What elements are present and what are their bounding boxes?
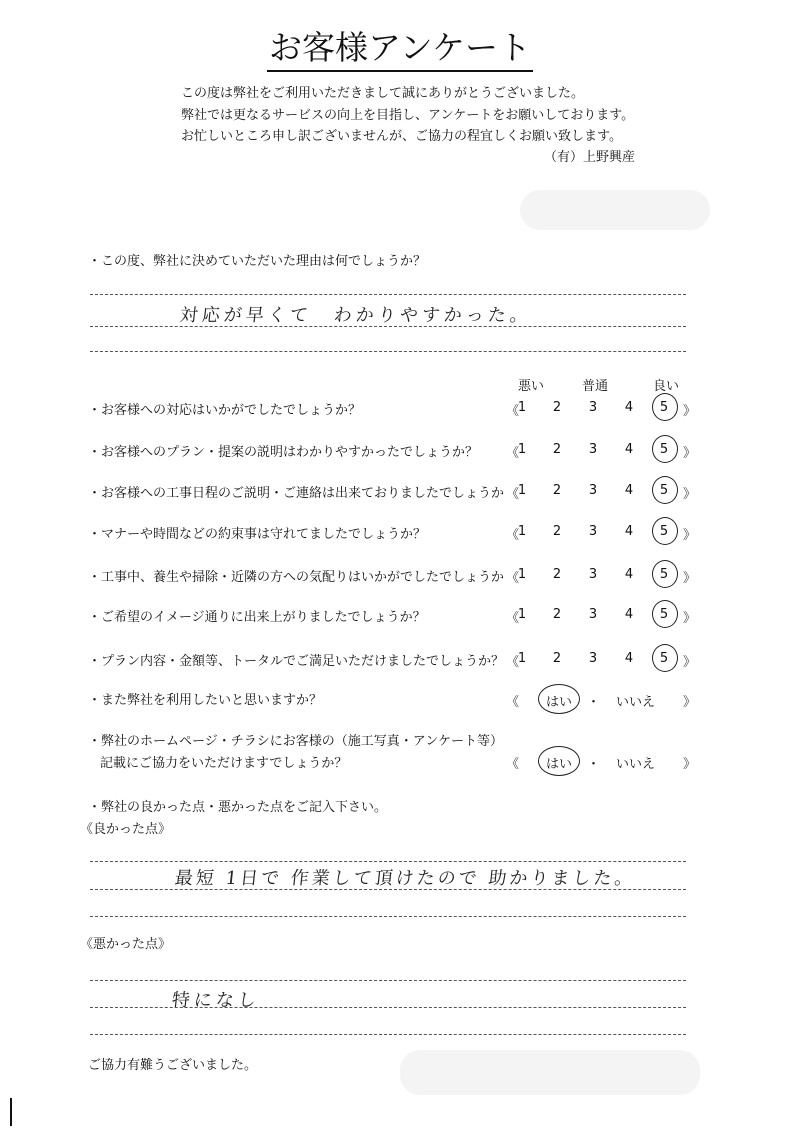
question-publish: ・弊社のホームページ・チラシにお客様の（施工写真・アンケート等） [88,734,503,749]
rating-question: ・お客様へのプラン・提案の説明はわかりやすかったでしょうか？ [88,445,479,460]
selection-circle [652,476,678,504]
bracket-close: 》 [683,655,697,670]
scan-smudge [520,190,710,230]
rating-option-5[interactable]: 5 [659,524,669,539]
rating-question: ・お客様への対応はいかがでしたでしょうか？ [88,403,362,418]
rating-option-3[interactable]: 3 [588,400,598,415]
good-points-answer[interactable]: 最短 1日で 作業して頂けたので 助かりました。 [173,868,637,889]
rating-option-3[interactable]: 3 [588,483,598,498]
rating-question: ・お客様への工事日程のご説明・ご連絡は出来ておりましたでしょうか [88,486,505,501]
rating-option-1[interactable]: 1 [517,442,527,457]
answer-line [90,294,686,295]
bracket-close: 》 [683,695,697,710]
intro-line: この度は弊社をご利用いただきまして誠にありがとうございました。 [181,86,585,101]
rating-option-1[interactable]: 1 [517,607,527,622]
rating-option-1[interactable]: 1 [517,567,527,582]
closing-message: ご協力有難うございました。 [88,1058,258,1073]
rating-option-4[interactable]: 4 [624,651,634,666]
answer-line [90,1007,686,1008]
rating-option-4[interactable]: 4 [624,567,634,582]
bracket-open: 《 [506,757,520,772]
bracket-open: 《 [506,404,520,419]
bracket-close: 》 [683,571,697,586]
selection-circle [538,746,580,776]
rating-option-5[interactable]: 5 [659,483,669,498]
rating-option-2[interactable]: 2 [552,607,562,622]
selection-circle [652,517,678,545]
rating-option-2[interactable]: 2 [552,400,562,415]
bracket-open: 《 [506,571,520,586]
rating-option-4[interactable]: 4 [624,607,634,622]
rating-option-2[interactable]: 2 [552,651,562,666]
rating-question: ・ご希望のイメージ通りに出来上がりましたでしょうか？ [88,610,426,625]
answer-line [90,889,686,890]
scan-smudge [400,1050,700,1095]
rating-option-5[interactable]: 5 [659,400,669,415]
rating-option-1[interactable]: 1 [517,400,527,415]
no-option[interactable]: いいえ [616,757,656,772]
no-option[interactable]: いいえ [616,695,656,710]
bracket-close: 》 [683,446,697,461]
rating-option-2[interactable]: 2 [552,483,562,498]
reason-answer[interactable]: 対応が早くて わかりやすかった。 [178,305,533,326]
rating-option-4[interactable]: 4 [624,483,634,498]
bracket-close: 》 [683,487,697,502]
scale-good-label: 良い [653,379,680,394]
scan-edge-mark [10,1098,12,1126]
separator-dot: ・ [587,695,601,710]
rating-option-5[interactable]: 5 [659,567,669,582]
yes-option[interactable]: はい [546,695,573,710]
bracket-close: 》 [683,404,697,419]
rating-option-4[interactable]: 4 [624,524,634,539]
scale-normal-label: 普通 [582,379,609,394]
rating-option-5[interactable]: 5 [659,607,669,622]
selection-circle [652,600,678,628]
question-feedback: ・弊社の良かった点・悪かった点をご記入下さい。 [88,800,388,815]
yes-option[interactable]: はい [546,757,573,772]
question-reason: ・この度、弊社に決めていただいた理由は何でしょうか？ [88,254,427,269]
rating-option-4[interactable]: 4 [624,400,634,415]
bracket-close: 》 [683,611,697,626]
intro-line: お忙しいところ申し訳ございませんが、ご協力の程宜しくお願い致します。 [181,129,622,144]
bracket-close: 》 [683,757,697,772]
company-name: （有）上野興産 [544,150,636,165]
answer-line [90,861,686,862]
rating-option-3[interactable]: 3 [588,442,598,457]
question-reuse: ・また弊社を利用したいと思いますか？ [88,693,323,708]
rating-option-3[interactable]: 3 [588,567,598,582]
intro-line: 弊社では更なるサービスの向上を目指し、アンケートをお願いしております。 [181,108,635,123]
bracket-open: 《 [506,487,520,502]
rating-option-3[interactable]: 3 [588,607,598,622]
rating-option-2[interactable]: 2 [552,567,562,582]
rating-option-2[interactable]: 2 [552,442,562,457]
bracket-open: 《 [506,655,520,670]
rating-option-4[interactable]: 4 [624,442,634,457]
rating-option-5[interactable]: 5 [659,442,669,457]
rating-question: ・マナーや時間などの約束事は守れてましたでしょうか？ [88,527,427,542]
rating-question: ・工事中、養生や掃除・近隣の方への気配りはいかがでしたでしょうか [88,570,505,585]
answer-line [90,1034,686,1035]
bracket-close: 》 [683,528,697,543]
rating-question: ・プラン内容・金額等、トータルでご満足いただけましたでしょうか？ [88,654,505,669]
bracket-open: 《 [506,528,520,543]
answer-line [90,980,686,981]
selection-circle [652,560,678,588]
answer-line [90,916,686,917]
selection-circle [538,684,580,714]
rating-option-5[interactable]: 5 [659,651,669,666]
answer-line [90,326,686,327]
form-title: お客様アンケート [0,22,800,72]
bad-points-heading: 《悪かった点》 [80,937,172,952]
bracket-open: 《 [506,446,520,461]
selection-circle [652,644,678,672]
separator-dot: ・ [587,757,601,772]
selection-circle [652,393,678,421]
rating-option-1[interactable]: 1 [517,483,527,498]
answer-line [90,351,686,352]
bad-points-answer[interactable]: 特になし [170,990,261,1011]
rating-option-1[interactable]: 1 [517,524,527,539]
rating-option-1[interactable]: 1 [517,651,527,666]
scale-bad-label: 悪い [518,379,545,394]
selection-circle [652,435,678,463]
good-points-heading: 《良かった点》 [80,822,172,837]
rating-option-2[interactable]: 2 [552,524,562,539]
rating-option-3[interactable]: 3 [588,651,598,666]
bracket-open: 《 [506,611,520,626]
rating-option-3[interactable]: 3 [588,524,598,539]
bracket-open: 《 [506,695,520,710]
question-publish-cont: 記載にご協力をいただけますでしょうか？ [100,756,348,771]
